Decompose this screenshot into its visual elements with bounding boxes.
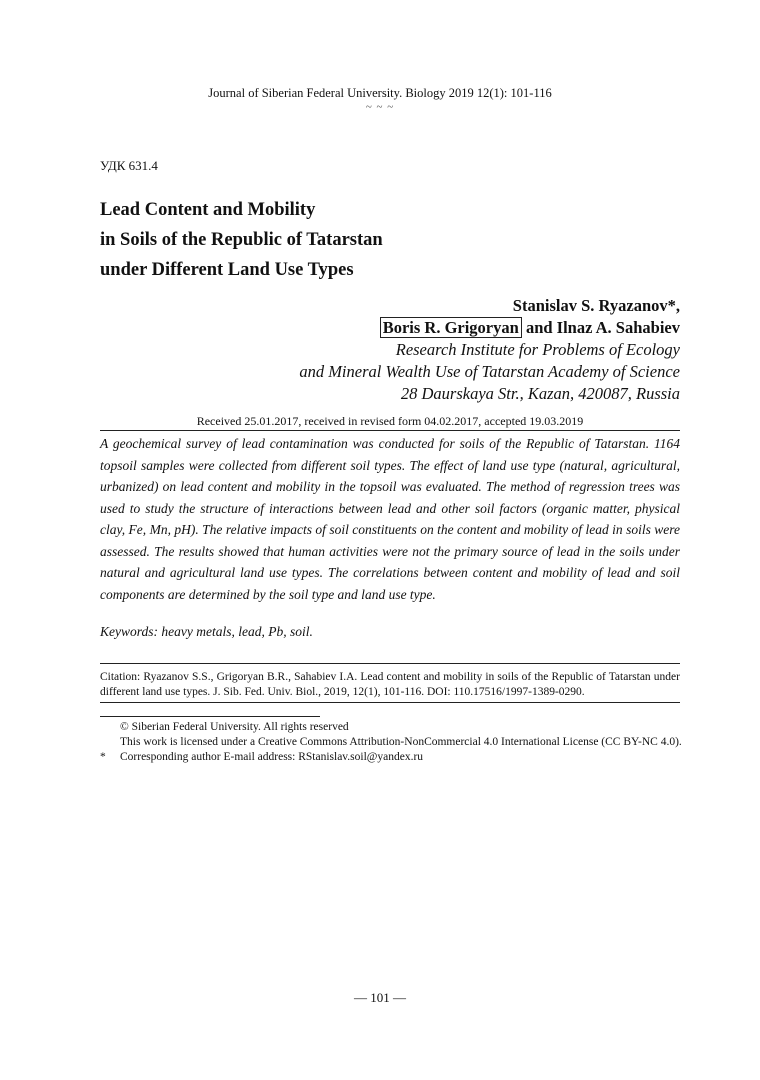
article-title: [100, 195, 383, 285]
affiliation-line: Research Institute for Problems of Ecology: [395, 340, 680, 359]
footnote-corresponding: * Corresponding author E-mail address: RStanislav.soil@yandex.ru: [100, 751, 424, 763]
author-name-highlighted: Boris R. Grigoryan: [380, 317, 522, 338]
affiliation-line: and Mineral Wealth Use of Tatarstan Academy of Science: [299, 362, 680, 381]
author-line: [299, 317, 680, 339]
divider: [100, 430, 680, 431]
footnotes: [100, 720, 690, 765]
divider: [100, 663, 680, 664]
divider: [100, 702, 680, 703]
footnote-license: This work is licensed under a Creative Commons Attribution-NonCommercial 4.0 International License (CC BY-NC 4.0).: [120, 736, 682, 748]
title-line: Lead Content and Mobility: [100, 200, 316, 220]
title-line: under Different Land Use Types: [100, 260, 354, 280]
affiliation-line: 28 Daurskaya Str., Kazan, 420087, Russia: [400, 384, 680, 403]
page-number: — 101 —: [354, 990, 406, 1005]
received-dates: Received 25.01.2017, received in revised form 04.02.2017, accepted 19.03.2019: [196, 414, 584, 428]
abstract: A geochemical survey of lead contamination was conducted for soils of the Republic of Tatarstan. 1164 topsoil samples were collected from different soil types. The effect of land use type (natural, agricultural, urbanized) on lead content and mobility in the topsoil was evaluated. The method of regression trees was used to study the structure of interactions between lead and other soil factors (organic matter, physical clay, Fe, Mn, pH). The relative impacts of soil constituents on the content and mobility of lead in soils were assessed. The results showed that human activities were not the primary source of lead in the soils under natural and agricultural land use types. The correlations between content and mobility of lead and soil components are determined by the soil type and land use type.: [100, 436, 680, 602]
author-name: and Ilnaz A. Sahabiev: [521, 318, 680, 337]
keywords: Keywords: heavy metals, lead, Pb, soil.: [100, 624, 313, 639]
title-line: in Soils of the Republic of Tatarstan: [100, 230, 383, 250]
author-name: Stanislav S. Ryazanov*,: [512, 296, 680, 315]
footnote-copyright: © Siberian Federal University. All rights reserved: [120, 721, 349, 733]
footnote-divider: [100, 716, 320, 717]
footnote-asterisk: *: [100, 751, 106, 763]
udc-code: УДК 631.4: [100, 158, 158, 173]
citation: Citation: Ryazanov S.S., Grigoryan B.R., Sahabiev I.A. Lead content and mobility in soils of the Republic of Tatarstan under different land use types. J. Sib. Fed. Univ. Biol., 2019, 12(1), 101-116. DOI: 110.17516/1997-1389-0290.: [100, 671, 680, 698]
author-block: [299, 295, 680, 405]
journal-header: Journal of Siberian Federal University. Biology 2019 12(1): 101-116: [208, 86, 552, 100]
header-ornament: ~ ~ ~: [365, 101, 395, 113]
